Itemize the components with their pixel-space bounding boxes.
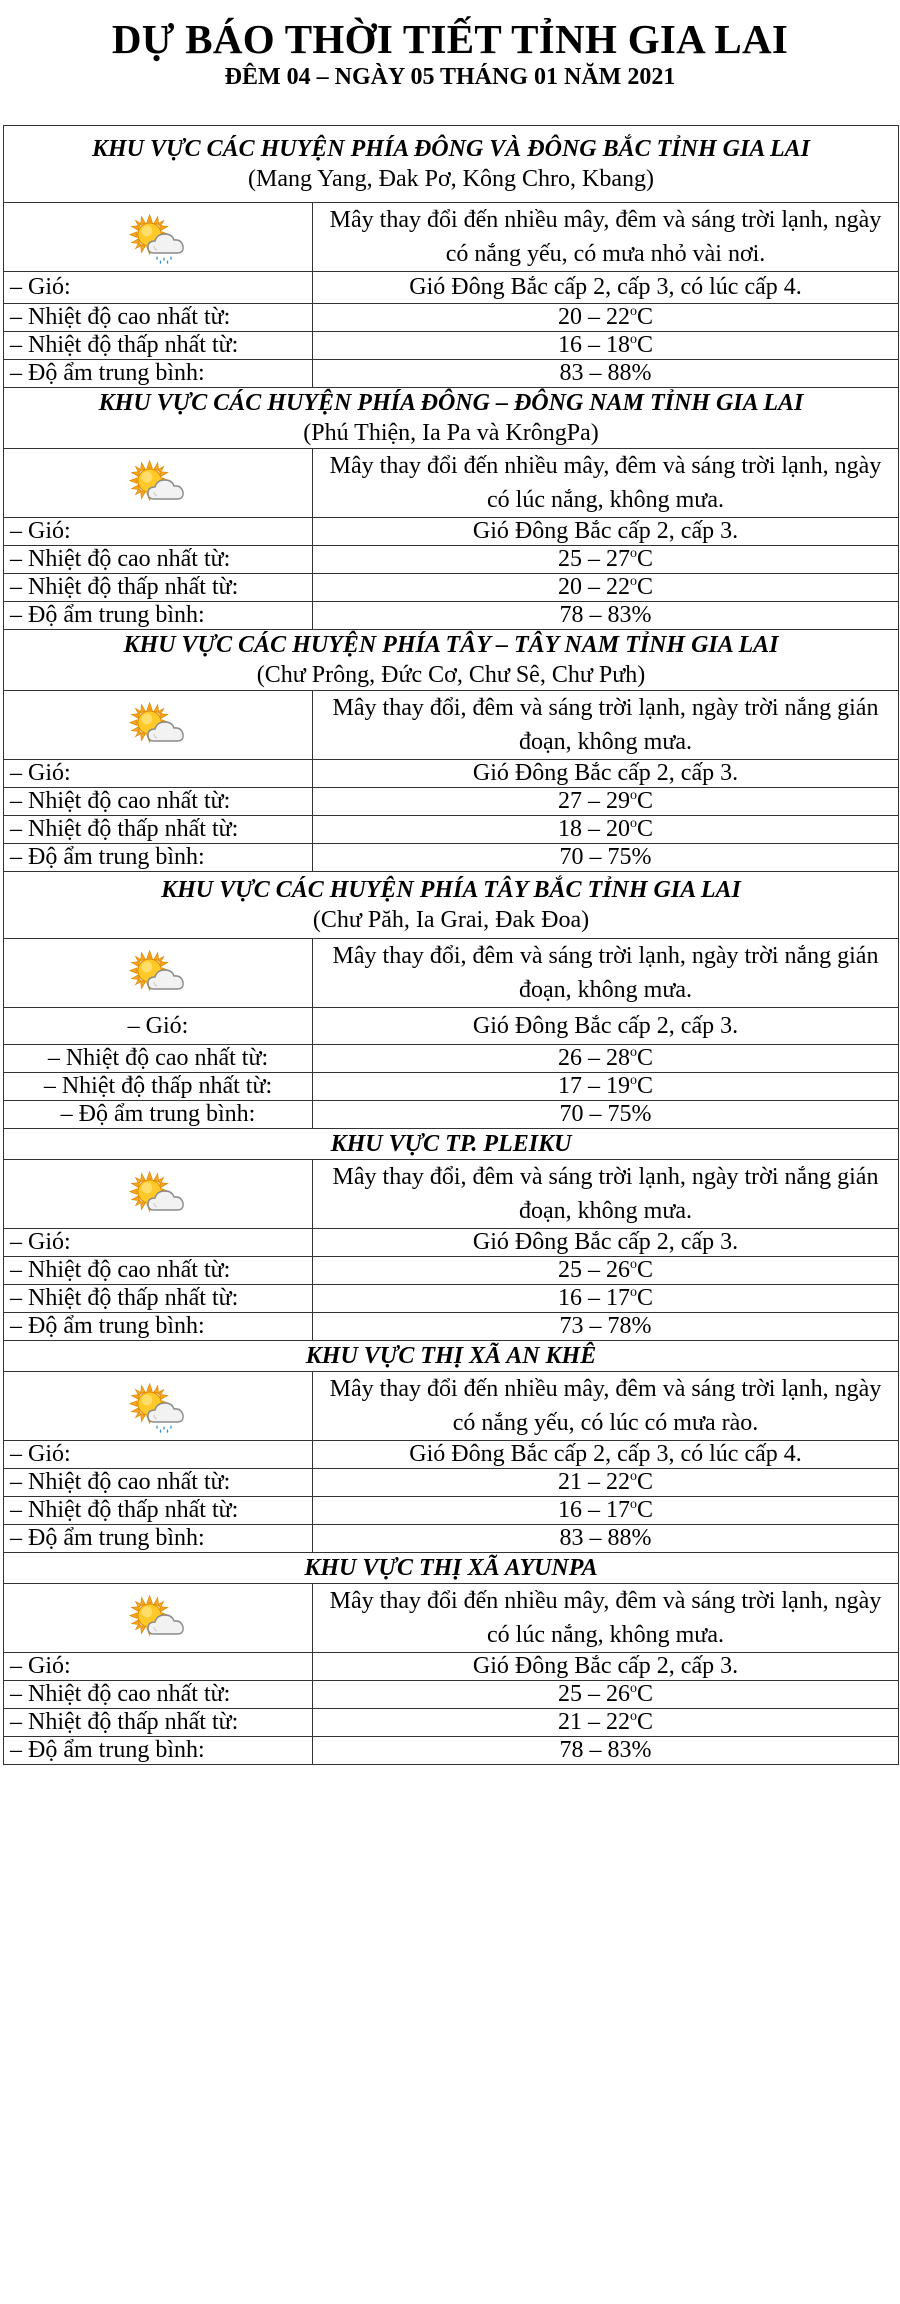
wind-value: Gió Đông Bắc cấp 2, cấp 3, có lúc cấp 4. xyxy=(409,274,802,300)
degree-sign: o xyxy=(629,1257,637,1272)
region-summary-row xyxy=(4,1584,899,1653)
data-row-min-temp xyxy=(4,574,899,602)
weather-description: Mây thay đổi đến nhiều mây, đêm và sáng trời lạnh, ngày có lúc nắng, không mưa. xyxy=(313,1584,899,1653)
data-row-humidity xyxy=(4,1313,899,1341)
humidity-cell xyxy=(313,1101,899,1129)
data-row-wind xyxy=(4,518,899,546)
max-temp-cell xyxy=(313,304,899,332)
min-temp-label: – Nhiệt độ thấp nhất từ: xyxy=(4,1285,313,1313)
humidity-cell xyxy=(313,360,899,388)
wind-label: – Gió: xyxy=(4,1653,313,1681)
degree-sign: o xyxy=(629,788,637,803)
data-row-max-temp xyxy=(4,1681,899,1709)
temperature-range: 16 – 17 xyxy=(557,1285,630,1311)
data-row-max-temp xyxy=(4,1469,899,1497)
region-header xyxy=(4,126,899,203)
weather-description: Mây thay đổi đến nhiều mây, đêm và sáng trời lạnh, ngày có nắng yếu, có lúc có mưa rào. xyxy=(313,1372,899,1441)
humidity-cell xyxy=(313,844,899,872)
degree-sign: o xyxy=(629,546,637,561)
max-temp-cell xyxy=(313,1257,899,1285)
humidity-value: 78 – 83% xyxy=(559,1737,652,1763)
data-row-wind xyxy=(4,272,899,304)
temperature-unit: C xyxy=(636,816,653,842)
humidity-label: – Độ ẩm trung bình: xyxy=(4,1737,313,1765)
degree-sign: o xyxy=(629,1709,637,1724)
region-header-cell xyxy=(4,872,899,939)
wind-cell xyxy=(313,1008,899,1045)
region-summary-row xyxy=(4,449,899,518)
sun-cloud-icon xyxy=(126,711,190,737)
data-row-humidity xyxy=(4,602,899,630)
temperature-range: 21 – 22 xyxy=(557,1469,630,1495)
humidity-value: 70 – 75% xyxy=(559,844,652,870)
region-title: KHU VỰC TP. PLEIKU xyxy=(330,1131,572,1157)
region-districts: (Chư Prông, Đức Cơ, Chư Sê, Chư Pưh) xyxy=(256,662,646,688)
weather-icon-cell xyxy=(4,1372,313,1441)
region-header xyxy=(4,1553,899,1584)
wind-label: – Gió: xyxy=(4,518,313,546)
sun-cloud-rain-icon xyxy=(126,223,190,249)
temperature-range: 18 – 20 xyxy=(557,816,630,842)
wind-cell xyxy=(313,760,899,788)
humidity-value: 83 – 88% xyxy=(559,1525,652,1551)
data-row-min-temp xyxy=(4,332,899,360)
temperature-range: 21 – 22 xyxy=(557,1709,630,1735)
humidity-value: 78 – 83% xyxy=(559,602,652,628)
document-title: DỰ BÁO THỜI TIẾT TỈNH GIA LAI xyxy=(111,16,789,62)
weather-description: Mây thay đổi, đêm và sáng trời lạnh, ngày trời nắng gián đoạn, không mưa. xyxy=(313,939,899,1008)
region-header-cell xyxy=(4,1341,899,1372)
wind-value: Gió Đông Bắc cấp 2, cấp 3, có lúc cấp 4. xyxy=(409,1441,802,1467)
temperature-range: 25 – 27 xyxy=(557,546,630,572)
region-summary-row xyxy=(4,1372,899,1441)
temperature-range: 20 – 22 xyxy=(557,304,630,330)
temperature-unit: C xyxy=(636,304,653,330)
humidity-label: – Độ ẩm trung bình: xyxy=(4,1101,313,1129)
max-temp-label: – Nhiệt độ cao nhất từ: xyxy=(4,1257,313,1285)
region-header xyxy=(4,1341,899,1372)
sun-cloud-icon xyxy=(126,469,190,495)
region-title: KHU VỰC CÁC HUYỆN PHÍA TÂY BẮC TỈNH GIA LAI xyxy=(161,877,741,903)
temperature-range: 27 – 29 xyxy=(557,788,630,814)
degree-sign: o xyxy=(629,1285,637,1300)
data-row-wind xyxy=(4,760,899,788)
min-temp-cell xyxy=(313,332,899,360)
temperature-unit: C xyxy=(636,1285,653,1311)
weather-description: Mây thay đổi đến nhiều mây, đêm và sáng trời lạnh, ngày có lúc nắng, không mưa. xyxy=(313,449,899,518)
region-summary-row xyxy=(4,939,899,1008)
wind-cell xyxy=(313,272,899,304)
region-header xyxy=(4,1129,899,1160)
max-temp-cell xyxy=(313,546,899,574)
degree-sign: o xyxy=(629,332,637,347)
degree-sign: o xyxy=(629,1497,637,1512)
max-temp-label: – Nhiệt độ cao nhất từ: xyxy=(4,546,313,574)
sun-cloud-icon xyxy=(126,959,190,985)
region-header-cell xyxy=(4,630,899,691)
humidity-label: – Độ ẩm trung bình: xyxy=(4,844,313,872)
region-title: KHU VỰC CÁC HUYỆN PHÍA ĐÔNG VÀ ĐÔNG BẮC TỈNH GIA LAI xyxy=(91,136,811,162)
data-row-humidity xyxy=(4,1525,899,1553)
humidity-cell xyxy=(313,1737,899,1765)
weather-icon-cell xyxy=(4,449,313,518)
region-districts: (Mang Yang, Đak Pơ, Kông Chro, Kbang) xyxy=(247,166,654,192)
data-row-humidity xyxy=(4,360,899,388)
min-temp-label: – Nhiệt độ thấp nhất từ: xyxy=(4,1709,313,1737)
wind-value: Gió Đông Bắc cấp 2, cấp 3. xyxy=(472,1012,739,1039)
weather-icon-cell xyxy=(4,691,313,760)
max-temp-label: – Nhiệt độ cao nhất từ: xyxy=(4,1045,313,1073)
wind-label: – Gió: xyxy=(4,272,313,304)
forecast-table xyxy=(3,125,899,1765)
degree-sign: o xyxy=(629,304,637,319)
data-row-min-temp xyxy=(4,1285,899,1313)
min-temp-cell xyxy=(313,1497,899,1525)
humidity-cell xyxy=(313,1313,899,1341)
min-temp-label: – Nhiệt độ thấp nhất từ: xyxy=(4,1497,313,1525)
wind-cell xyxy=(313,518,899,546)
data-row-wind xyxy=(4,1229,899,1257)
temperature-range: 17 – 19 xyxy=(557,1073,630,1099)
data-row-max-temp xyxy=(4,546,899,574)
data-row-wind xyxy=(4,1008,899,1045)
region-header-cell xyxy=(4,1129,899,1160)
region-header-cell xyxy=(4,388,899,449)
wind-label: – Gió: xyxy=(4,1441,313,1469)
region-header xyxy=(4,388,899,449)
humidity-cell xyxy=(313,1525,899,1553)
degree-sign: o xyxy=(629,574,637,589)
humidity-cell xyxy=(313,602,899,630)
sun-cloud-rain-icon xyxy=(126,1392,190,1418)
degree-sign: o xyxy=(629,816,637,831)
min-temp-cell xyxy=(313,1709,899,1737)
max-temp-cell xyxy=(313,1045,899,1073)
degree-sign: o xyxy=(629,1045,637,1060)
weather-description: Mây thay đổi đến nhiều mây, đêm và sáng trời lạnh, ngày có nắng yếu, có mưa nhỏ vài nơi. xyxy=(313,203,899,272)
temperature-unit: C xyxy=(636,1257,653,1283)
min-temp-label: – Nhiệt độ thấp nhất từ: xyxy=(4,1073,313,1101)
temperature-range: 25 – 26 xyxy=(557,1681,630,1707)
data-row-max-temp xyxy=(4,1045,899,1073)
max-temp-cell xyxy=(313,1681,899,1709)
weather-description: Mây thay đổi, đêm và sáng trời lạnh, ngày trời nắng gián đoạn, không mưa. xyxy=(313,691,899,760)
region-header-cell xyxy=(4,126,899,203)
min-temp-cell xyxy=(313,816,899,844)
humidity-label: – Độ ẩm trung bình: xyxy=(4,360,313,388)
wind-label: – Gió: xyxy=(4,1008,313,1045)
data-row-max-temp xyxy=(4,304,899,332)
data-row-humidity xyxy=(4,1737,899,1765)
min-temp-cell xyxy=(313,574,899,602)
wind-value: Gió Đông Bắc cấp 2, cấp 3. xyxy=(472,1653,739,1679)
region-summary-row xyxy=(4,1160,899,1229)
max-temp-label: – Nhiệt độ cao nhất từ: xyxy=(4,1681,313,1709)
temperature-range: 16 – 17 xyxy=(557,1497,630,1523)
wind-cell xyxy=(313,1441,899,1469)
temperature-range: 20 – 22 xyxy=(557,574,630,600)
region-districts: (Phú Thiện, Ia Pa và KrôngPa) xyxy=(303,420,599,446)
degree-sign: o xyxy=(629,1073,637,1088)
wind-value: Gió Đông Bắc cấp 2, cấp 3. xyxy=(472,1229,739,1255)
region-header xyxy=(4,872,899,939)
region-title: KHU VỰC CÁC HUYỆN PHÍA ĐÔNG – ĐÔNG NAM TỈNH GIA LAI xyxy=(98,390,804,416)
wind-cell xyxy=(313,1229,899,1257)
min-temp-label: – Nhiệt độ thấp nhất từ: xyxy=(4,332,313,360)
max-temp-cell xyxy=(313,788,899,816)
temperature-unit: C xyxy=(636,1045,653,1071)
temperature-unit: C xyxy=(636,332,653,358)
region-title: KHU VỰC CÁC HUYỆN PHÍA TÂY – TÂY NAM TỈNH GIA LAI xyxy=(123,632,779,658)
region-summary-row xyxy=(4,691,899,760)
max-temp-cell xyxy=(313,1469,899,1497)
wind-cell xyxy=(313,1653,899,1681)
temperature-range: 26 – 28 xyxy=(557,1045,630,1071)
weather-icon-cell xyxy=(4,1584,313,1653)
sun-cloud-icon xyxy=(126,1604,190,1630)
temperature-unit: C xyxy=(636,1073,653,1099)
max-temp-label: – Nhiệt độ cao nhất từ: xyxy=(4,304,313,332)
temperature-range: 16 – 18 xyxy=(557,332,630,358)
temperature-range: 25 – 26 xyxy=(557,1257,630,1283)
temperature-unit: C xyxy=(636,1681,653,1707)
data-row-min-temp xyxy=(4,1073,899,1101)
min-temp-label: – Nhiệt độ thấp nhất từ: xyxy=(4,816,313,844)
humidity-value: 83 – 88% xyxy=(559,360,652,386)
max-temp-label: – Nhiệt độ cao nhất từ: xyxy=(4,788,313,816)
data-row-wind xyxy=(4,1441,899,1469)
temperature-unit: C xyxy=(636,1469,653,1495)
humidity-value: 73 – 78% xyxy=(559,1313,652,1339)
region-title: KHU VỰC THỊ XÃ AN KHÊ xyxy=(305,1343,597,1369)
data-row-humidity xyxy=(4,1101,899,1129)
sun-cloud-icon xyxy=(126,1180,190,1206)
region-districts: (Chư Păh, Ia Grai, Đak Đoa) xyxy=(312,907,590,933)
weather-description: Mây thay đổi, đêm và sáng trời lạnh, ngày trời nắng gián đoạn, không mưa. xyxy=(313,1160,899,1229)
temperature-unit: C xyxy=(636,574,653,600)
region-summary-row xyxy=(4,203,899,272)
max-temp-label: – Nhiệt độ cao nhất từ: xyxy=(4,1469,313,1497)
document-subtitle: ĐÊM 04 – NGÀY 05 THÁNG 01 NĂM 2021 xyxy=(224,64,676,90)
temperature-unit: C xyxy=(636,788,653,814)
data-row-min-temp xyxy=(4,1497,899,1525)
temperature-unit: C xyxy=(636,1709,653,1735)
data-row-min-temp xyxy=(4,1709,899,1737)
humidity-value: 70 – 75% xyxy=(559,1101,652,1127)
wind-label: – Gió: xyxy=(4,1229,313,1257)
wind-value: Gió Đông Bắc cấp 2, cấp 3. xyxy=(472,760,739,786)
humidity-label: – Độ ẩm trung bình: xyxy=(4,1313,313,1341)
temperature-unit: C xyxy=(636,1497,653,1523)
min-temp-cell xyxy=(313,1073,899,1101)
weather-icon-cell xyxy=(4,1160,313,1229)
wind-label: – Gió: xyxy=(4,760,313,788)
data-row-min-temp xyxy=(4,816,899,844)
data-row-humidity xyxy=(4,844,899,872)
weather-icon-cell xyxy=(4,203,313,272)
min-temp-cell xyxy=(313,1285,899,1313)
region-header xyxy=(4,630,899,691)
weather-icon-cell xyxy=(4,939,313,1008)
humidity-label: – Độ ẩm trung bình: xyxy=(4,602,313,630)
degree-sign: o xyxy=(629,1469,637,1484)
data-row-wind xyxy=(4,1653,899,1681)
humidity-label: – Độ ẩm trung bình: xyxy=(4,1525,313,1553)
wind-value: Gió Đông Bắc cấp 2, cấp 3. xyxy=(472,518,739,544)
data-row-max-temp xyxy=(4,1257,899,1285)
min-temp-label: – Nhiệt độ thấp nhất từ: xyxy=(4,574,313,602)
region-title: KHU VỰC THỊ XÃ AYUNPA xyxy=(304,1555,598,1581)
region-header-cell xyxy=(4,1553,899,1584)
degree-sign: o xyxy=(629,1681,637,1696)
data-row-max-temp xyxy=(4,788,899,816)
temperature-unit: C xyxy=(636,546,653,572)
